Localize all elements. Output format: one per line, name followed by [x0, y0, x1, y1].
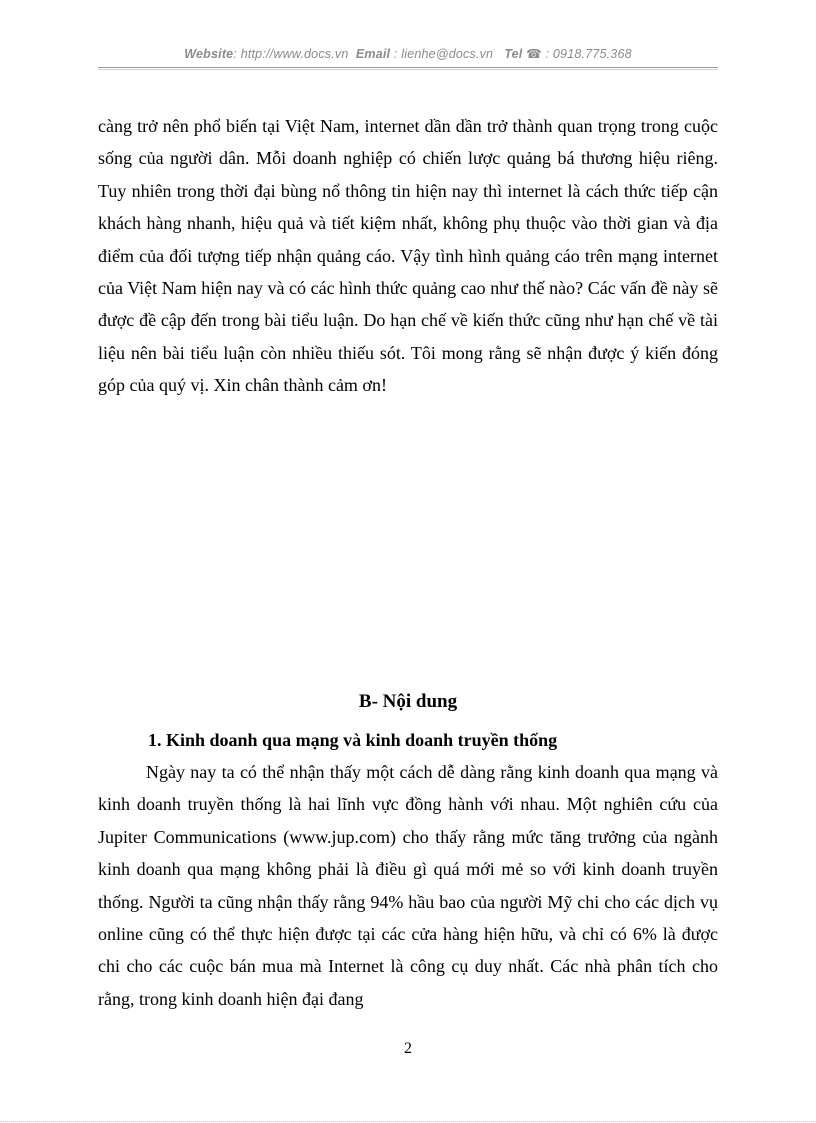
subsection-heading: 1. Kinh doanh qua mạng và kinh doanh truyền thống	[148, 730, 558, 750]
header-divider-secondary	[98, 69, 718, 70]
website-value: : http://www.docs.vn	[233, 47, 349, 61]
email-value: : lienhe@docs.vn	[390, 47, 494, 61]
tel-value: ☎ : 0918.775.368	[526, 47, 632, 61]
page-bottom-edge	[0, 1121, 816, 1122]
section-body-paragraph: Ngày nay ta có thể nhận thấy một cách dễ dàng rằng kinh doanh qua mạng và kinh doanh truyền thống là hai lĩnh vực đồng hành với nhau. Một nghiên cứu của Jupiter Communications (www.jup.com) cho thấy rằng mức tăng trưởng của ngành kinh doanh qua mạng không phải là điều gì quá mới mẻ so với kinh doanh truyền thống. Người ta cũng nhận thấy rằng 94% hầu bao của người Mỹ chi cho các dịch vụ online cũng có thể thực hiện được tại các cửa hàng hiện hữu, và chỉ có 6% là được chi cho các cuộc bán mua mà Internet là công cụ duy nhất. Các nhà phân tích cho rằng, trong kinh doanh hiện đại đang	[98, 762, 718, 1009]
website-label: Website	[184, 47, 234, 61]
tel-label: Tel	[504, 47, 523, 61]
page-header	[98, 46, 718, 61]
email-label: Email	[355, 47, 391, 61]
page-number: 2	[404, 1040, 412, 1057]
header-divider	[98, 67, 718, 68]
intro-paragraph: càng trở nên phổ biến tại Việt Nam, internet dần dần trở thành quan trọng trong cuộc sống của người dân. Mỗi doanh nghiệp có chiến lược quảng bá thương hiệu riêng. Tuy nhiên trong thời đại bùng nổ thông tin hiện nay thì internet là cách thức tiếp cận khách hàng nhanh, hiệu quả và tiết kiệm nhất, không phụ thuộc vào thời gian và địa điểm của đối tượng tiếp nhận quảng cáo. Vậy tình hình quảng cáo trên mạng internet của Việt Nam hiện nay và có các hình thức quảng cao như thế nào? Các vấn đề này sẽ được đề cập đến trong bài tiểu luận. Do hạn chế về kiến thức cũng như hạn chế về tài liệu nên bài tiểu luận còn nhiều thiếu sót. Tôi mong rằng sẽ nhận được ý kiến đóng góp của quý vị. Xin chân thành cảm ơn!	[98, 116, 718, 396]
section-heading: B- Nội dung	[358, 691, 458, 712]
